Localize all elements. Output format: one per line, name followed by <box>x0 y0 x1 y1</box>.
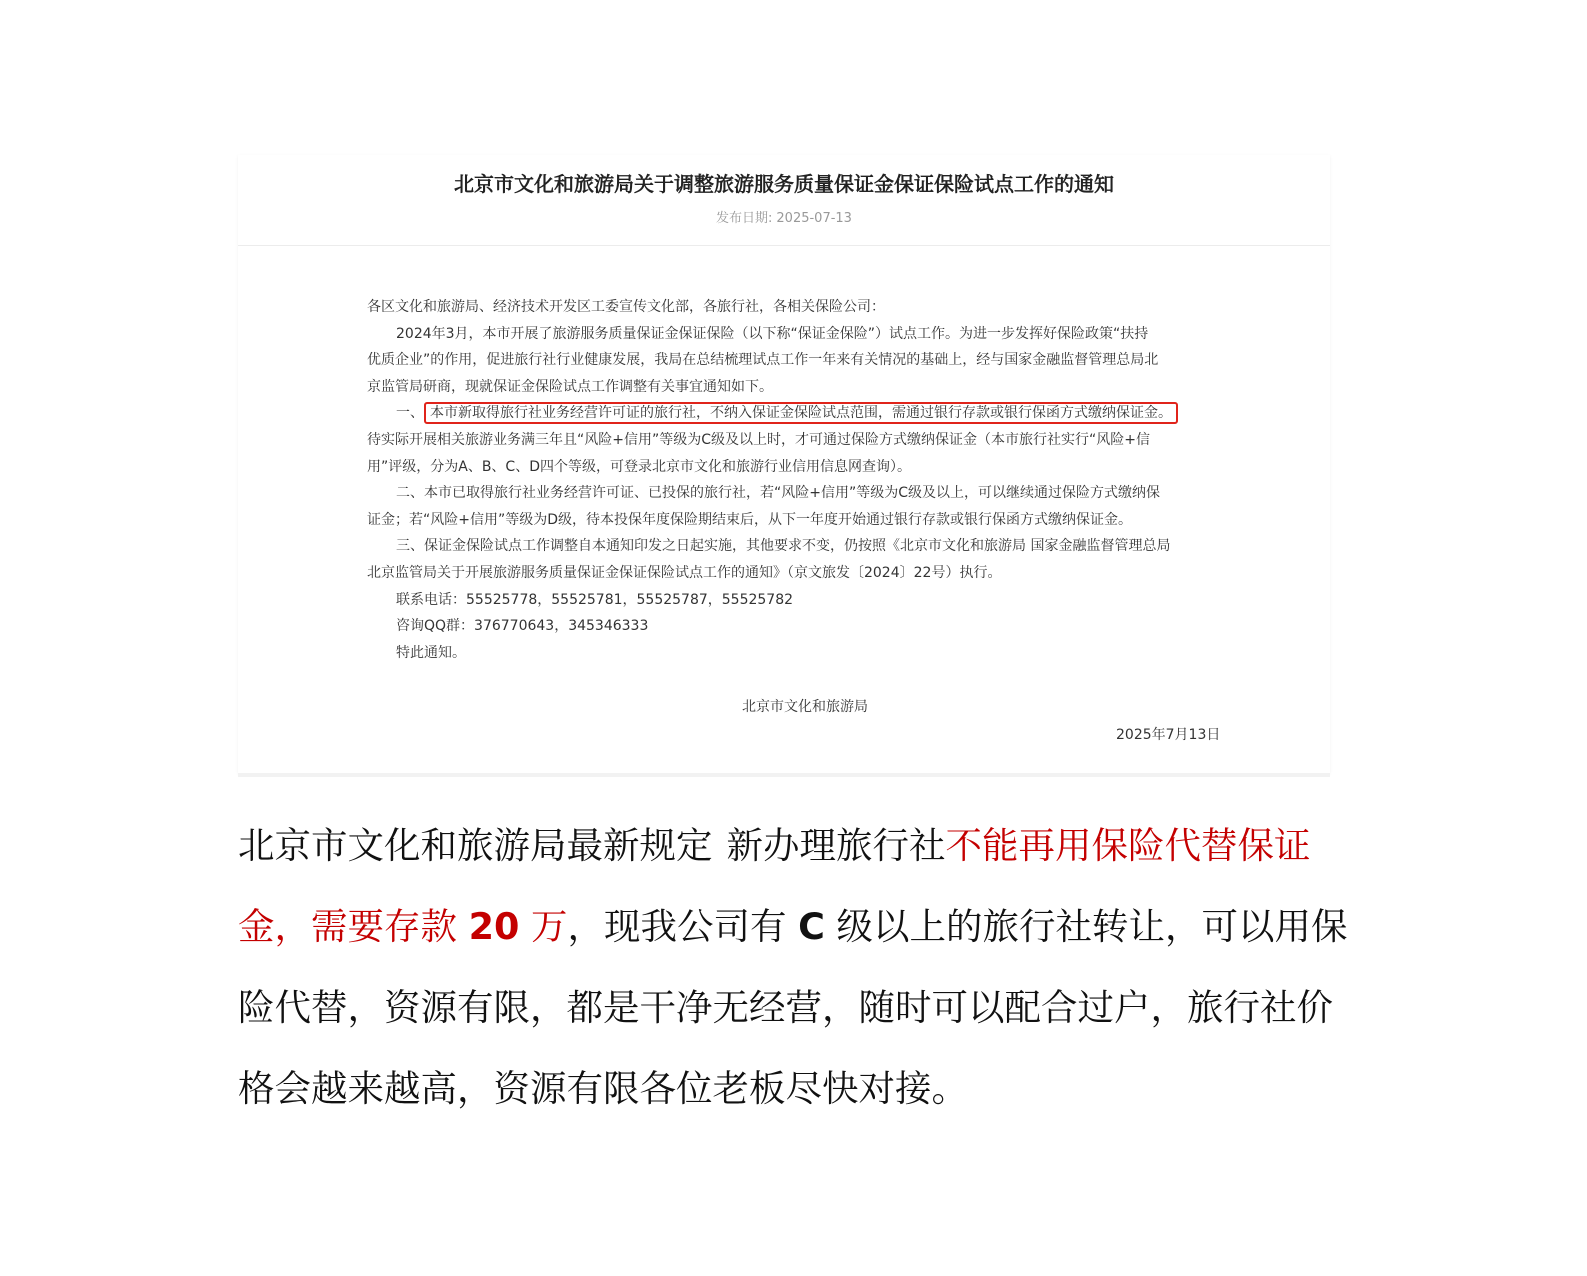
salutation: 各区文化和旅游局、经济技术开发区工委宣传文化部，各旅行社，各相关保险公司： <box>367 299 885 315</box>
publish-date-label: 发布日期: <box>716 211 773 226</box>
notice-title: 北京市文化和旅游局关于调整旅游服务质量保证金保证保险试点工作的通知 <box>454 172 1114 196</box>
contact-phone: 联系电话：55525778，55525781，55525787，55525782 <box>396 591 794 608</box>
ad-paragraph <box>238 805 1348 1129</box>
intro-line: 京监管局研商，现就保证金保险试点工作调整有关事宜通知如下。 <box>367 378 773 395</box>
ad-text-segment: 新办理旅行社 <box>726 824 946 867</box>
publish-date-value: 2025-07-13 <box>776 211 852 226</box>
notice-card <box>238 155 1330 773</box>
ad-line-2 <box>238 886 1348 967</box>
item-1-line: 用”评级，分为A、B、C、D四个等级，可登录北京市文化和旅游行业信用信息网查询）。 <box>367 458 911 475</box>
signature-date: 2025年7月13日 <box>1116 727 1221 743</box>
ad-grade: C <box>798 905 825 948</box>
issuer-signature: 北京市文化和旅游局 <box>742 699 868 715</box>
ad-line-1 <box>238 805 1338 886</box>
closing-text: 特此通知。 <box>396 644 466 661</box>
ad-red-emphasis: 不能再用保险代替保证 <box>945 824 1311 867</box>
intro-line: 优质企业”的作用，促进旅行社行业健康发展，我局在总结梳理试点工作一年来有关情况的基础上，经与国家金融监督管理总局北 <box>367 352 1159 369</box>
ad-red-emphasis: 万 <box>531 905 568 948</box>
item-1-prefix: 一、 <box>396 405 424 422</box>
item-3-line: 三、保证金保险试点工作调整自本通知印发之日起实施，其他要求不变，仍按照《北京市文化和旅游局 国家金融监督管理总局 <box>396 538 1171 555</box>
notice-body <box>367 294 1223 666</box>
item-1-first-line <box>367 400 1223 427</box>
highlighted-rule: 本市新取得旅行社业务经营许可证的旅行社，不纳入保证金保险试点范围，需通过银行存款或银行保函方式缴纳保证金。 <box>424 402 1178 424</box>
ad-text-segment: ，现我公司有 <box>567 905 787 948</box>
intro-line: 2024年3月，本市开展了旅游服务质量保证金保证保险（以下称“保证金保险”）试点工作。为进一步发挥好保险政策“扶持 <box>396 325 1149 342</box>
title-divider <box>238 245 1330 246</box>
item-2-line: 证金；若“风险+信用”等级为D级，待本投保年度保险期结束后，从下一年度开始通过银行存款或银行保函方式缴纳保证金。 <box>367 511 1133 528</box>
item-3-line: 北京监管局关于开展旅游服务质量保证金保证保险试点工作的通知》（京文旅发〔2024〕22号）执行。 <box>367 564 1002 581</box>
ad-deposit-amount: 20 <box>468 905 520 948</box>
ad-text-segment: 级以上的旅行社转让，可以用保 <box>836 905 1348 948</box>
item-2-line: 二、本市已取得旅行社业务经营许可证、已投保的旅行社，若“风险+信用”等级为C级及以上，可以继续通过保险方式缴纳保 <box>396 485 1161 502</box>
ad-line-4: 格会越来越高，资源有限各位老板尽快对接。 <box>238 1067 968 1110</box>
ad-line-3: 险代替，资源有限，都是干净无经营，随时可以配合过户，旅行社价 <box>238 986 1333 1029</box>
item-1-line: 待实际开展相关旅游业务满三年且“风险+信用”等级为C级及以上时，才可通过保险方式缴纳保证金（本市旅行社实行“风险+信 <box>367 431 1150 448</box>
publish-date <box>238 209 1330 229</box>
contact-qq: 咨询QQ群：376770643，345346333 <box>396 618 649 635</box>
ad-red-emphasis: 金，需要存款 <box>238 905 457 948</box>
ad-headline: 北京市文化和旅游局最新规定 <box>238 824 713 867</box>
